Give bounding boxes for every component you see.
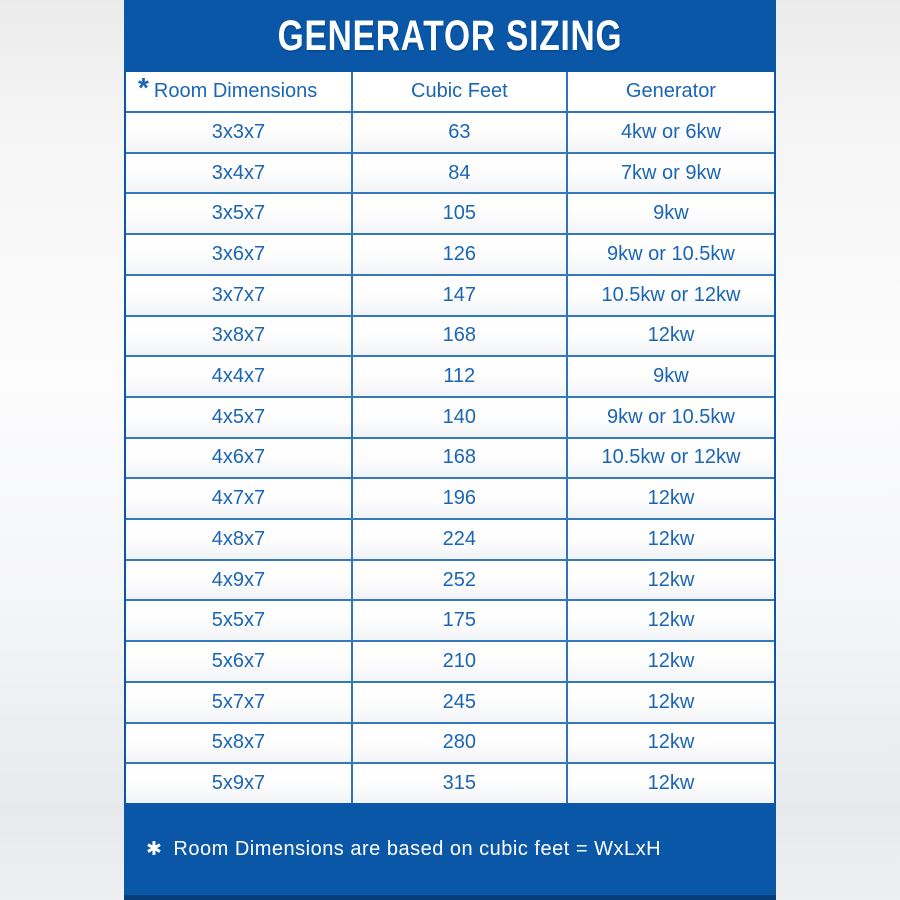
table-row	[126, 154, 774, 195]
cell-generator: 10.5kw or 12kw	[601, 446, 741, 469]
header-label-room-dimensions: Room Dimensions	[153, 80, 318, 102]
cell-room-dimensions: 5x5x7	[126, 601, 353, 640]
cell-generator: 9kw	[653, 202, 689, 225]
cell-cubic-feet: 245	[353, 683, 568, 722]
cell-room-dimensions: 5x8x7	[126, 724, 353, 763]
table-row	[126, 561, 774, 602]
cell-generator: 12kw	[647, 649, 695, 672]
cell-cubic-feet: 147	[353, 276, 568, 315]
cell-generator: 7kw or 9kw	[620, 161, 721, 184]
table-row	[126, 276, 774, 317]
cell-room-dimensions: 3x4x7	[126, 154, 353, 193]
cell-generator: 12kw	[647, 609, 695, 632]
table-row	[126, 357, 774, 398]
cell-room-dimensions: 3x6x7	[126, 235, 353, 274]
table-row	[126, 439, 774, 480]
table-row	[126, 479, 774, 520]
cell-generator: 10.5kw or 12kw	[601, 283, 741, 306]
header-cell-room-dimensions: * Room Dimensions	[126, 72, 353, 111]
table-row	[126, 683, 774, 724]
cell-generator: 12kw	[647, 487, 695, 510]
cell-generator: 9kw	[653, 365, 689, 388]
cell-room-dimensions: 4x7x7	[126, 479, 353, 518]
footnote-asterisk-icon: ✱	[146, 838, 163, 860]
cell-cubic-feet: 168	[353, 439, 568, 478]
header-cell-generator: Generator	[625, 80, 716, 102]
cell-generator: 12kw	[647, 527, 695, 550]
cell-room-dimensions: 3x3x7	[126, 113, 353, 152]
title-band	[124, 0, 776, 72]
cell-generator: 12kw	[647, 772, 695, 795]
table-header-row	[126, 72, 774, 113]
table-row	[126, 398, 774, 439]
footnote	[124, 803, 776, 895]
table-row	[126, 194, 774, 235]
cell-generator: 12kw	[647, 568, 695, 591]
cell-cubic-feet: 196	[353, 479, 568, 518]
generator-sizing-table	[126, 72, 774, 803]
cell-cubic-feet: 224	[353, 520, 568, 559]
cell-room-dimensions: 5x6x7	[126, 642, 353, 681]
cell-cubic-feet: 315	[353, 764, 568, 803]
cell-generator: 12kw	[647, 324, 695, 347]
table-row	[126, 642, 774, 683]
page-title: GENERATOR SIZING	[277, 11, 623, 60]
cell-generator: 12kw	[647, 731, 695, 754]
cell-room-dimensions: 3x7x7	[126, 276, 353, 315]
header-cell-cubic-feet: Cubic Feet	[353, 72, 568, 111]
cell-cubic-feet: 105	[353, 194, 568, 233]
cell-cubic-feet: 63	[353, 113, 568, 152]
cell-room-dimensions: 3x8x7	[126, 317, 353, 356]
cell-cubic-feet: 126	[353, 235, 568, 274]
footnote-text: Room Dimensions are based on cubic feet = WxLxH	[173, 837, 662, 860]
cell-room-dimensions: 4x4x7	[126, 357, 353, 396]
cell-room-dimensions: 5x7x7	[126, 683, 353, 722]
table-row	[126, 601, 774, 642]
cell-cubic-feet: 175	[353, 601, 568, 640]
cell-generator: 12kw	[647, 690, 695, 713]
cell-generator: 9kw or 10.5kw	[607, 242, 735, 265]
table-row	[126, 520, 774, 561]
cell-cubic-feet: 210	[353, 642, 568, 681]
table-row	[126, 317, 774, 358]
cell-generator: 4kw or 6kw	[620, 120, 721, 143]
panel-bottom-edge	[124, 895, 776, 900]
cell-cubic-feet: 140	[353, 398, 568, 437]
cell-generator: 9kw or 10.5kw	[607, 405, 735, 428]
table-row	[126, 724, 774, 765]
cell-room-dimensions: 4x6x7	[126, 439, 353, 478]
cell-room-dimensions: 4x9x7	[126, 561, 353, 600]
cell-room-dimensions: 3x5x7	[126, 194, 353, 233]
cell-room-dimensions: 4x8x7	[126, 520, 353, 559]
cell-cubic-feet: 168	[353, 317, 568, 356]
cell-room-dimensions: 4x5x7	[126, 398, 353, 437]
cell-room-dimensions: 5x9x7	[126, 764, 353, 803]
table-row	[126, 235, 774, 276]
table-row	[126, 764, 774, 803]
table-row	[126, 113, 774, 154]
cell-cubic-feet: 84	[353, 154, 568, 193]
cell-cubic-feet: 252	[353, 561, 568, 600]
generator-sizing-panel	[124, 0, 776, 900]
cell-cubic-feet: 112	[353, 357, 568, 396]
cell-cubic-feet: 280	[353, 724, 568, 763]
